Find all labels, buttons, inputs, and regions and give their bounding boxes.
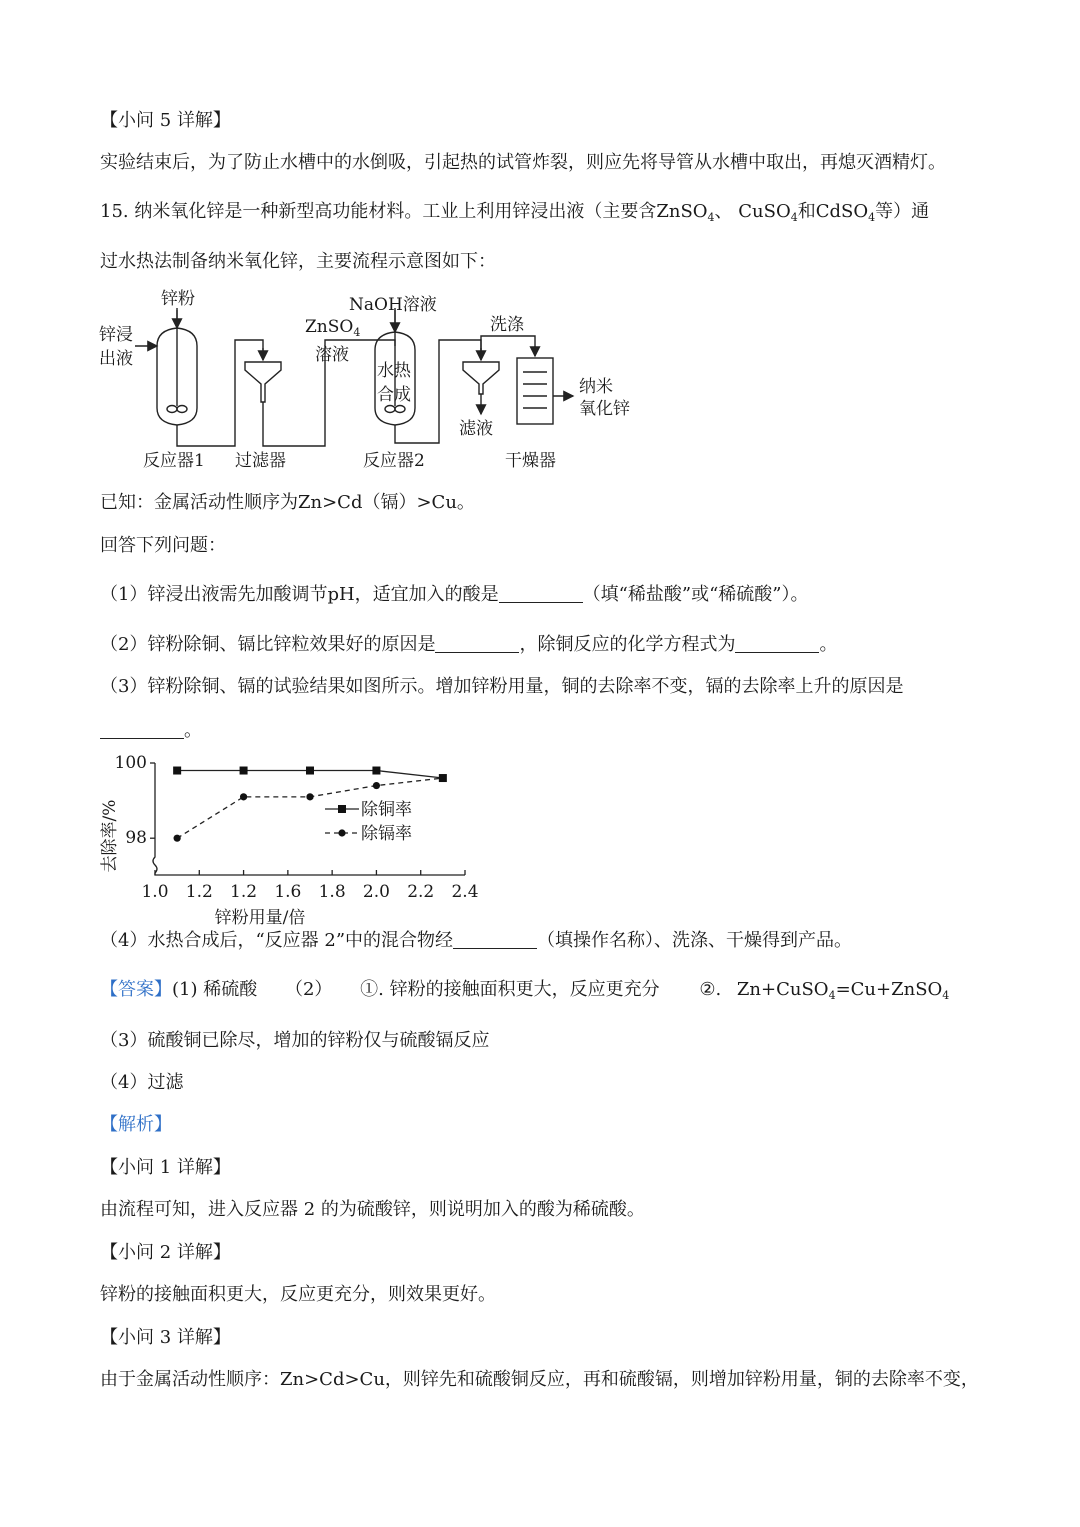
- question-3: （3）锌粉除铜、镉的试验结果如图所示。增加锌粉用量，铜的去除率不变，镉的去除率上升的原因是: [100, 676, 904, 697]
- section-text-2: 锌粉的接触面积更大，反应更充分，则效果更好。: [100, 1284, 496, 1305]
- removal-rate-chart: [95, 745, 495, 925]
- data-point: [306, 767, 314, 775]
- answer-blank: [735, 634, 819, 653]
- svg-text:纳米: 纳米: [579, 377, 613, 397]
- data-point: [372, 767, 380, 775]
- question-4: （4）水热合成后，“反应器 2”中的混合物经 （填操作名称）、洗涤、干燥得到产品。: [100, 930, 853, 951]
- svg-text:水热: 水热: [377, 361, 411, 381]
- section-text-5: 实验结束后，为了防止水槽中的水倒吸，引起热的试管炸裂，则应先将导管从水槽中取出，再熄灭酒精灯。: [100, 152, 946, 173]
- legend-label: 除铜率: [361, 800, 412, 820]
- process-flow-diagram: [95, 288, 655, 478]
- dryer-box: [517, 358, 553, 424]
- filter-funnel: [245, 362, 281, 402]
- data-point: [240, 793, 247, 800]
- svg-text:反应器1: 反应器1: [143, 451, 205, 471]
- x-tick-label: 2.0: [362, 882, 390, 902]
- section-text-3: 由于金属活动性顺序：Zn>Cd>Cu，则锌先和硫酸铜反应，再和硫酸镉，则增加锌粉用量，铜的去除率不变，: [100, 1369, 979, 1390]
- answer-blank: [435, 634, 519, 653]
- svg-text:锌粉: 锌粉: [161, 289, 195, 309]
- answer-prompt: 回答下列问题：: [100, 535, 226, 556]
- x-axis-label: 锌粉用量/倍: [214, 908, 306, 925]
- svg-text:NaOH溶液: NaOH溶液: [349, 295, 437, 315]
- data-point: [373, 782, 380, 789]
- q15-intro: 15. 纳米氧化锌是一种新型高功能材料。工业上利用锌浸出液（主要含ZnSO$_4$、 CuSO$_4$和CdSO$_4$等）通: [100, 201, 930, 224]
- answer-tag: 【答案】: [100, 979, 172, 1000]
- section-heading-3: 【小问 3 详解】: [100, 1327, 231, 1348]
- svg-text:ZnSO4: ZnSO$_4$: [305, 317, 361, 339]
- legend-marker: [338, 805, 346, 813]
- svg-text:洗涤: 洗涤: [490, 315, 524, 335]
- data-point: [439, 774, 446, 781]
- x-tick-label: 1.2: [185, 882, 213, 902]
- svg-text:锌浸: 锌浸: [99, 325, 133, 345]
- answer-line-4: （4）过滤: [100, 1072, 184, 1093]
- y-tick-label: 100: [114, 753, 147, 773]
- section-heading-5: 【小问 5 详解】: [100, 110, 231, 131]
- section-text-1: 由流程可知，进入反应器 2 的为硫酸锌，则说明加入的酸为稀硫酸。: [100, 1199, 645, 1220]
- answer-blank: [100, 720, 184, 739]
- svg-text:溶液: 溶液: [315, 345, 349, 365]
- analysis-tag: 【解析】: [100, 1114, 172, 1135]
- question-1: （1）锌浸出液需先加酸调节pH，适宜加入的酸是 （填“稀盐酸”或“稀硫酸”）。: [100, 584, 809, 605]
- known-condition: 已知：金属活动性顺序为Zn>Cd（镉）>Cu。: [100, 492, 475, 513]
- svg-text:滤液: 滤液: [459, 419, 493, 439]
- legend-label: 除镉率: [361, 824, 412, 844]
- q15-intro-2: 过水热法制备纳米氧化锌，主要流程示意图如下：: [100, 251, 496, 272]
- x-tick-label: 1.8: [318, 882, 346, 902]
- question-3-blank: 。: [100, 718, 202, 744]
- filter2-funnel: [463, 362, 499, 394]
- chart-axis-frame: [153, 763, 465, 875]
- data-point: [306, 793, 313, 800]
- svg-text:过滤器: 过滤器: [235, 451, 286, 471]
- y-tick-label: 98: [125, 828, 147, 849]
- svg-text:干燥器: 干燥器: [505, 451, 556, 471]
- answer-line-1: 【答案】(1) 稀硫酸 （2） ①. 锌粉的接触面积更大，反应更充分 ②. Zn+CuSO$_4$=Cu+ZnSO$_4$: [100, 979, 950, 1002]
- y-axis-label: 去除率/%: [100, 799, 120, 873]
- x-tick-label: 1.6: [274, 882, 302, 902]
- svg-text:合成: 合成: [377, 385, 411, 405]
- x-tick-label: 1.2: [230, 882, 258, 902]
- data-point: [240, 767, 248, 775]
- question-2: （2）锌粉除铜、镉比锌粒效果好的原因是 ，除铜反应的化学方程式为 。: [100, 634, 838, 655]
- section-heading-1: 【小问 1 详解】: [100, 1157, 231, 1178]
- equation: Zn+CuSO$_4$=Cu+ZnSO$_4$: [736, 979, 950, 1002]
- answer-blank: [499, 584, 583, 603]
- data-point: [174, 835, 181, 842]
- svg-text:反应器2: 反应器2: [363, 451, 425, 471]
- data-point: [173, 767, 181, 775]
- svg-text:氧化锌: 氧化锌: [579, 399, 630, 419]
- answer-line-3: （3）硫酸铜已除尽，增加的锌粉仅与硫酸镉反应: [100, 1030, 490, 1051]
- answer-blank: [453, 930, 537, 949]
- section-heading-2: 【小问 2 详解】: [100, 1242, 231, 1263]
- x-tick-label: 2.2: [407, 882, 435, 902]
- x-tick-label: 1.0: [141, 882, 169, 902]
- x-tick-label: 2.4: [451, 882, 479, 902]
- svg-text:出液: 出液: [99, 349, 133, 369]
- legend-marker: [338, 829, 345, 836]
